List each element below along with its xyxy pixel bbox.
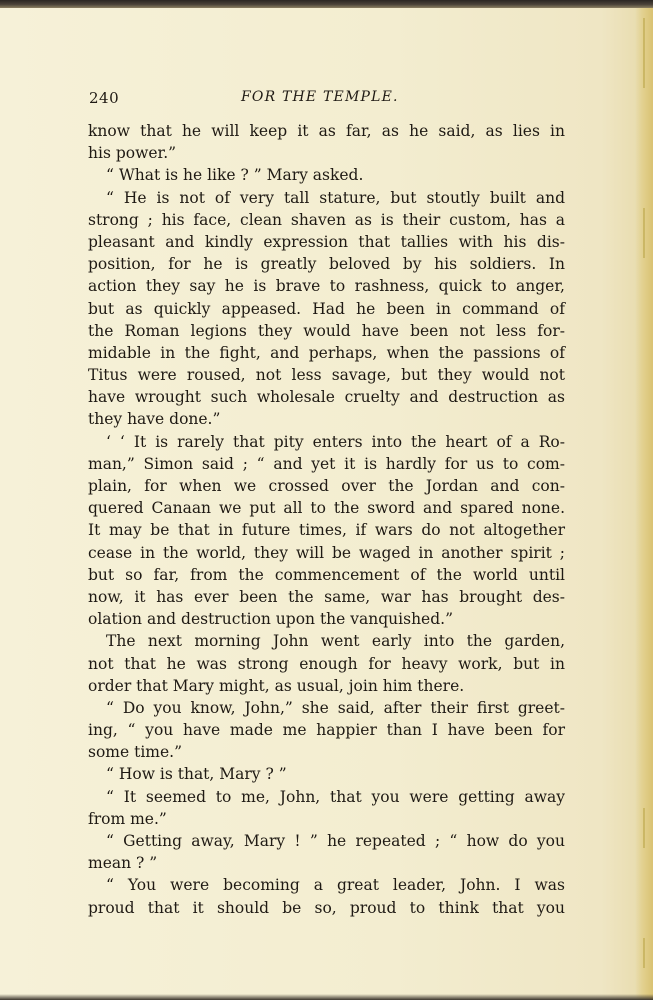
text-line: but so far, from the commencement of the world until: [88, 565, 565, 584]
text-line: his power.”: [88, 144, 177, 163]
text-line: Titus were roused, not less savage, but they would not: [88, 366, 565, 385]
page-top-edge: [0, 0, 653, 8]
text-line: “ Do you know, John,” she said, after their first greet-: [106, 698, 565, 717]
text-line: strong ; his face, clean shaven as is their custom, has a: [88, 210, 565, 229]
text-line: from me.”: [88, 809, 167, 828]
text-line: cease in the world, they will be waged in another spirit ;: [88, 543, 565, 562]
text-line: now, it has ever been the same, war has brought des-: [88, 587, 565, 606]
text-line: “ Getting away, Mary ! ” he repeated ; “ how do you: [106, 832, 565, 850]
text-line: action they say he is brave to rashness, quick to anger,: [88, 277, 565, 296]
text-line: man,” Simon said ; “ and yet it is hardly for us to com-: [88, 454, 565, 473]
text-line: proud that it should be so, proud to think that you: [88, 898, 565, 917]
text-line: ing, “ you have made me happier than I have been for: [88, 721, 565, 740]
body-text: [88, 120, 565, 919]
text-line: “ You were becoming a great leader, John. I was: [106, 876, 565, 895]
text-line: pleasant and kindly expression that tallies with his dis-: [88, 232, 565, 251]
text-line: not that he was strong enough for heavy work, but in: [88, 654, 565, 673]
text-line: olation and destruction upon the vanquished.”: [88, 610, 453, 629]
text-line: “ What is he like ? ” Mary asked.: [106, 166, 364, 185]
text-line: they have done.”: [88, 410, 221, 429]
text-line: It may be that in future times, if wars do not altogether: [88, 521, 565, 540]
text-line: the Roman legions they would have been not less for-: [88, 321, 565, 340]
running-head: FOR THE TEMPLE.: [241, 89, 399, 105]
text-line: but as quickly appeased. Had he been in command of: [88, 299, 565, 318]
page-header: [89, 89, 569, 111]
page-right-edge: [635, 8, 653, 1000]
edge-stain: [643, 18, 645, 88]
text-line: have wrought such wholesale cruelty and destruction as: [88, 388, 565, 407]
text-line: “ How is that, Mary ? ”: [106, 765, 287, 784]
text-line: some time.”: [88, 743, 182, 762]
text-line: “ He is not of very tall stature, but stoutly built and: [106, 188, 565, 207]
edge-stain: [643, 938, 645, 968]
text-line: “ It seemed to me, John, that you were getting away: [106, 787, 565, 806]
text-line: mean ? ”: [88, 854, 158, 873]
page-bottom-edge: [0, 994, 653, 1000]
page-number: 240: [89, 89, 120, 107]
edge-stain: [643, 808, 645, 848]
text-line: The next morning John went early into the garden,: [106, 632, 565, 651]
text-line: position, for he is greatly beloved by his soldiers. In: [88, 255, 565, 274]
text-line: midable in the fight, and perhaps, when the passions of: [88, 343, 565, 362]
text-line: ‘ ‘ It is rarely that pity enters into the heart of a Ro-: [106, 432, 565, 451]
text-line: order that Mary might, as usual, join him there.: [88, 676, 465, 695]
text-line: know that he will keep it as far, as he said, as lies in: [88, 122, 565, 140]
text-line: quered Canaan we put all to the sword and spared none.: [88, 499, 565, 518]
edge-stain: [643, 208, 645, 258]
text-line: plain, for when we crossed over the Jordan and con-: [88, 477, 565, 495]
